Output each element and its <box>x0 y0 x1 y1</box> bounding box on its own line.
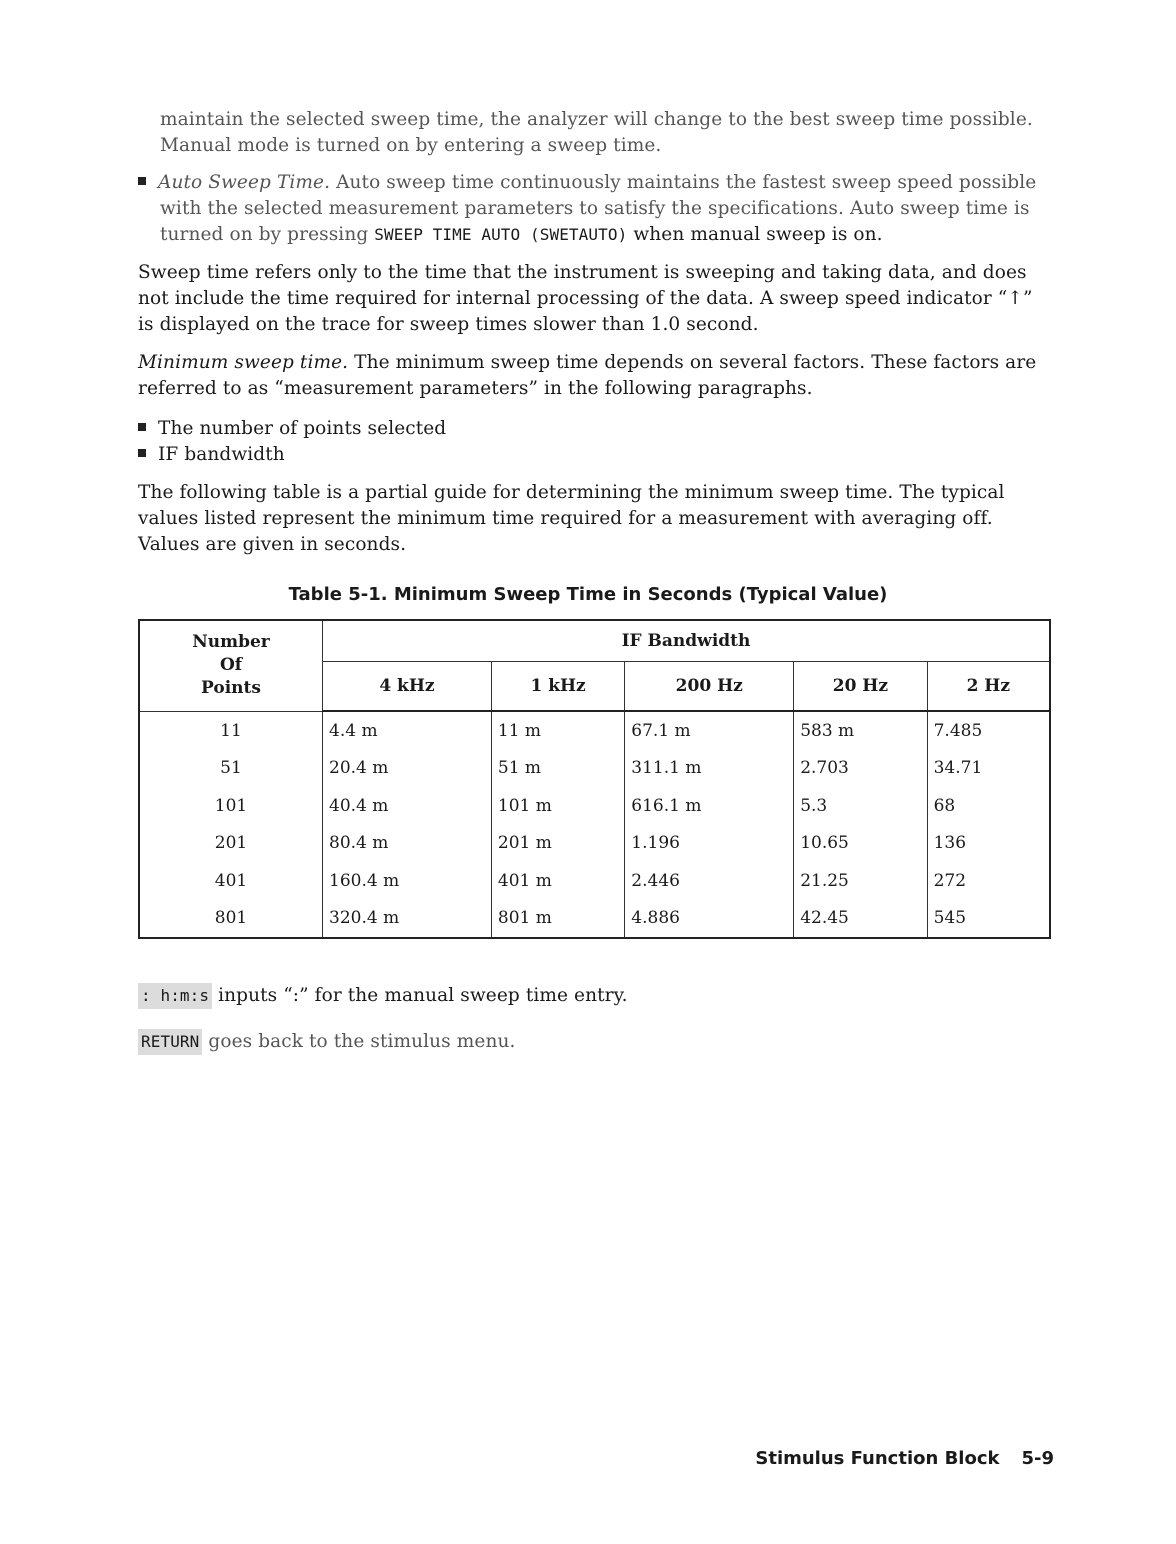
table-cell: 4.886 <box>625 900 794 939</box>
hms-softkey: : h:m:s <box>138 983 212 1009</box>
table-cell: 401 m <box>491 862 624 900</box>
table-cell: 40.4 m <box>323 787 492 825</box>
points-cell: 201 <box>139 825 323 863</box>
sweep-time-auto-key: SWEEP TIME AUTO (SWETAUTO) <box>374 225 628 244</box>
points-header: Number Of Points <box>139 620 323 711</box>
table-caption: Table 5-1. Minimum Sweep Time in Seconds (Typical Value) <box>288 584 888 605</box>
minimum-sweep-line-2: referred to as “measurement parameters” in the following paragraphs. <box>138 378 813 399</box>
sweep-line-2: not include the time required for internal processing of the data. A sweep speed indicator “↑” <box>138 288 1033 309</box>
table-cell: 34.71 <box>927 750 1050 788</box>
table-row <box>139 862 1050 900</box>
bullet-marker <box>138 177 146 185</box>
list-item: The number of points selected <box>138 416 446 442</box>
sweep-time-table <box>138 619 1051 939</box>
table-cell: 1.196 <box>625 825 794 863</box>
section-title: Stimulus Function Block <box>755 1448 1000 1469</box>
table-cell: 272 <box>927 862 1050 900</box>
table-cell: 42.45 <box>794 900 927 939</box>
hms-softkey-description <box>138 983 628 1009</box>
return-softkey-description <box>138 1029 515 1055</box>
sweep-line-3: is displayed on the trace for sweep times slower than 1.0 second. <box>138 314 759 335</box>
minimum-sweep-paragraph <box>138 350 1036 402</box>
table-cell: 160.4 m <box>323 862 492 900</box>
auto-sweep-text: Auto sweep time continuously maintains the fastest sweep speed possible <box>336 172 1037 193</box>
table-cell: 80.4 m <box>323 825 492 863</box>
minimum-sweep-title: Minimum sweep time. <box>138 352 349 373</box>
table-row <box>139 825 1050 863</box>
intro-continuation <box>160 107 1033 159</box>
table-intro-line-3: Values are given in seconds. <box>138 534 407 555</box>
auto-sweep-line-3: turned on by pressing <box>160 224 369 245</box>
table-row <box>139 711 1050 750</box>
auto-sweep-line-3-end: when manual sweep is on. <box>633 224 883 245</box>
page-number: 5-9 <box>1021 1448 1054 1469</box>
bullet-marker <box>138 449 146 457</box>
bullet-marker <box>138 423 146 431</box>
table-cell: 21.25 <box>794 862 927 900</box>
table-cell: 68 <box>927 787 1050 825</box>
page-footer <box>755 1448 1054 1469</box>
auto-sweep-title: Auto Sweep Time. <box>158 172 331 193</box>
column-header: 2 Hz <box>927 662 1050 712</box>
table-cell: 311.1 m <box>625 750 794 788</box>
points-cell: 801 <box>139 900 323 939</box>
table-row <box>139 750 1050 788</box>
points-cell: 401 <box>139 862 323 900</box>
if-bandwidth-header: IF Bandwidth <box>323 620 1051 662</box>
table-row <box>139 900 1050 939</box>
points-cell: 11 <box>139 711 323 750</box>
table-cell: 4.4 m <box>323 711 492 750</box>
table-cell: 67.1 m <box>625 711 794 750</box>
auto-sweep-bullet <box>138 170 1036 248</box>
auto-sweep-line-2: with the selected measurement parameters to satisfy the specifications. Auto sweep time is <box>160 198 1030 219</box>
table-intro-line-2: values listed represent the minimum time required for a measurement with averaging off. <box>138 508 993 529</box>
column-header: 200 Hz <box>625 662 794 712</box>
table-cell: 51 m <box>491 750 624 788</box>
table-cell: 545 <box>927 900 1050 939</box>
intro-line-2: Manual mode is turned on by entering a sweep time. <box>160 135 662 156</box>
table-cell: 201 m <box>491 825 624 863</box>
points-cell: 51 <box>139 750 323 788</box>
table-cell: 5.3 <box>794 787 927 825</box>
table-cell: 2.703 <box>794 750 927 788</box>
table-intro-line-1: The following table is a partial guide for determining the minimum sweep time. The typical <box>138 482 1005 503</box>
points-cell: 101 <box>139 787 323 825</box>
minimum-sweep-text: The minimum sweep time depends on several factors. These factors are <box>354 352 1037 373</box>
table-cell: 2.446 <box>625 862 794 900</box>
column-header: 1 kHz <box>491 662 624 712</box>
return-softkey: RETURN <box>138 1029 202 1055</box>
sweep-time-paragraph <box>138 260 1033 338</box>
hms-text: inputs “:” for the manual sweep time entry. <box>218 985 628 1006</box>
table-cell: 20.4 m <box>323 750 492 788</box>
table-cell: 320.4 m <box>323 900 492 939</box>
return-text: goes back to the stimulus menu. <box>208 1031 516 1052</box>
column-header: 20 Hz <box>794 662 927 712</box>
table-cell: 136 <box>927 825 1050 863</box>
table-intro-paragraph <box>138 480 1005 558</box>
table-cell: 7.485 <box>927 711 1050 750</box>
table-cell: 801 m <box>491 900 624 939</box>
table-cell: 583 m <box>794 711 927 750</box>
table-cell: 10.65 <box>794 825 927 863</box>
list-item: IF bandwidth <box>138 442 446 468</box>
intro-line-1: maintain the selected sweep time, the analyzer will change to the best sweep time possible. <box>160 109 1033 130</box>
column-header: 4 kHz <box>323 662 492 712</box>
sweep-line-1: Sweep time refers only to the time that the instrument is sweeping and taking data, and does <box>138 262 1027 283</box>
table-cell: 616.1 m <box>625 787 794 825</box>
table-cell: 11 m <box>491 711 624 750</box>
factor-list <box>138 416 446 468</box>
table-cell: 101 m <box>491 787 624 825</box>
table-row <box>139 787 1050 825</box>
